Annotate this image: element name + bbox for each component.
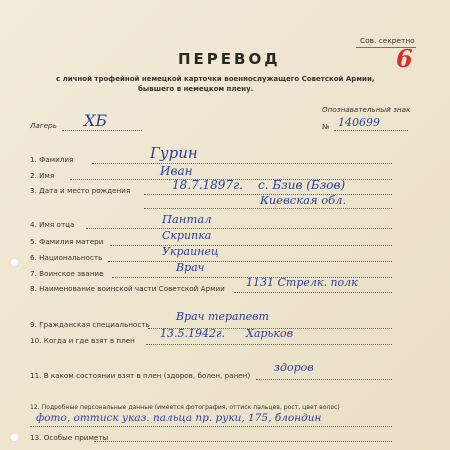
field-3-label: 3. Дата и место рождения bbox=[30, 186, 131, 195]
id-sign-value: 140699 bbox=[338, 116, 380, 129]
field-2-label: 2. Имя bbox=[30, 171, 55, 180]
field-5-line bbox=[110, 245, 392, 246]
camp-label: Лагерь bbox=[30, 121, 57, 130]
field-5-label: 5. Фамилия матери bbox=[30, 237, 104, 246]
field-10-label: 10. Когда и где взят в плен bbox=[30, 336, 135, 345]
field-4-label: 4. Имя отца bbox=[30, 220, 75, 229]
field-12-value: фото, оттиск указ. пальца пр. руки, 175, блондин bbox=[36, 412, 322, 424]
field-1-value: Гурин bbox=[150, 144, 198, 162]
field-11-value: здоров bbox=[274, 361, 314, 374]
field-10-line bbox=[146, 344, 392, 345]
field-1-line bbox=[92, 163, 392, 164]
document-subtitle-line2: бывшего в немецком плену. bbox=[138, 85, 254, 93]
field-9-value: Врач терапевт bbox=[176, 310, 269, 323]
document-subtitle-line1: с личной трофейной немецкой карточки военнослужащего Советской Армии, bbox=[56, 75, 375, 83]
classification-label: Сов. секретно bbox=[360, 36, 415, 45]
field-12-line bbox=[30, 426, 392, 427]
document-title: ПЕРЕВОД bbox=[178, 50, 281, 68]
page-number-handwritten: 6 bbox=[396, 44, 413, 73]
field-11-label: 11. В каком состоянии взят в плен (здоров, болен, ранен) bbox=[30, 371, 251, 380]
field-2-value: Иван bbox=[160, 164, 193, 178]
field-8-value: 1131 Стрелк. полк bbox=[246, 276, 358, 289]
field-4-value: Пантал bbox=[162, 212, 212, 226]
id-sign-line bbox=[334, 130, 408, 131]
field-6-value: Украинец bbox=[162, 245, 219, 258]
punch-hole-lower bbox=[10, 433, 19, 442]
field-3-region: Киевская обл. bbox=[260, 193, 347, 207]
field-8-label: 8. Наименование воинской части Советской Армии bbox=[30, 284, 225, 293]
field-3-line-2 bbox=[144, 208, 392, 209]
field-6-line bbox=[108, 261, 392, 262]
field-9-label: 9. Гражданская специальность bbox=[30, 320, 150, 329]
field-5-value: Скрипка bbox=[162, 229, 212, 242]
field-3-date: 18.7.1897г. bbox=[172, 178, 243, 192]
field-8-line bbox=[234, 292, 392, 293]
camp-line bbox=[62, 130, 142, 131]
id-sign-label: Опознавательный знак bbox=[322, 105, 411, 114]
camp-value: ХБ bbox=[84, 111, 108, 130]
field-1-label: 1. Фамилия bbox=[30, 155, 74, 164]
field-7-label: 7. Воинское звание bbox=[30, 269, 104, 278]
field-10-place: Харьков bbox=[246, 327, 294, 340]
field-13-line bbox=[94, 441, 392, 442]
field-13-label: 13. Особые приметы bbox=[30, 433, 109, 442]
field-6-label: 6. Национальность bbox=[30, 253, 103, 262]
field-3-place: с. Бзив (Бзов) bbox=[258, 178, 346, 192]
field-12-label: 12. Подробные персональные данные (имеется фотография, оттиск пальцев, рост, цвет волос) bbox=[30, 404, 340, 411]
field-4-line bbox=[86, 228, 392, 229]
field-11-line bbox=[256, 379, 392, 380]
field-10-date: 13.5.1942г. bbox=[160, 327, 226, 340]
punch-hole-upper bbox=[10, 258, 19, 267]
id-sign-prefix: № bbox=[322, 122, 330, 131]
field-7-value: Врач bbox=[176, 261, 205, 274]
